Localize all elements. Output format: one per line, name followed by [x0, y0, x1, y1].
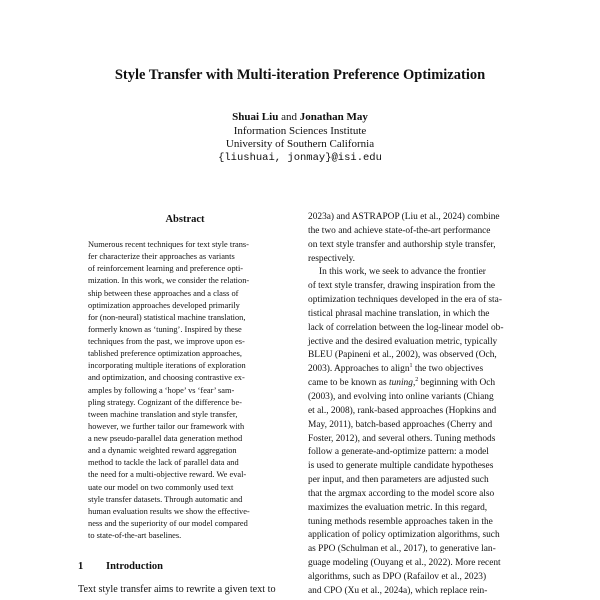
body-line: guage modeling (Ouyang et al., 2022). More recent	[308, 558, 501, 569]
body-line: May, 2011), batch-based approaches (Cherry and	[308, 419, 493, 430]
body-line: on text style transfer and authorship style transfer,	[308, 239, 496, 250]
abstract-line: style transfer datasets. Through automatic and	[88, 494, 243, 504]
paper-title: Style Transfer with Multi-iteration Preference Optimization	[114, 67, 486, 83]
body-line: 2023a) and ASTRAPOP (Liu et al., 2024) combine	[308, 212, 500, 222]
abstract-line: fer characterize their approaches as variants	[88, 252, 235, 262]
author-name: Shuai Liu	[232, 111, 279, 123]
abstract-line: uate our model on two commonly used text	[88, 482, 234, 492]
abstract-line: the need for a multi-objective reward. We eval-	[88, 470, 247, 480]
body-line: Foster, 2012), and several others. Tuning methods	[308, 433, 496, 444]
abstract-text	[88, 239, 282, 542]
affiliation: University of Southern California	[225, 138, 375, 150]
line-text: the two objectives	[412, 364, 484, 375]
body-line: application of policy optimization algorithms, such	[308, 530, 500, 541]
abstract-line: and optimization, and choosing contrastive ex-	[88, 373, 245, 383]
section-number: 1	[78, 561, 84, 572]
author-email: {liushuai, jonmay}@isi.edu	[218, 151, 382, 164]
footnote-marker[interactable]: 1	[409, 363, 413, 370]
body-line: tistical phrasal machine translation, in which the	[308, 308, 490, 319]
footnote-marker[interactable]: 2	[415, 377, 419, 384]
abstract-line: mization. In this work, we consider the relation-	[88, 276, 250, 286]
body-line: algorithms, such as DPO (Rafailov et al., 2023)	[308, 571, 487, 582]
body-line-with-footnote	[308, 377, 526, 391]
intro-line: Text style transfer aims to rewrite a given text to	[78, 584, 276, 595]
abstract-line: of reinforcement learning and preference opti-	[88, 264, 244, 274]
body-line-with-footnote	[308, 363, 526, 377]
abstract-line: ship between these approaches and a class of	[88, 288, 239, 298]
body-line: of text style transfer, drawing inspiration from the	[308, 281, 496, 292]
abstract-heading: Abstract	[165, 214, 205, 225]
body-line: tuning methods resemble approaches taken in the	[308, 516, 493, 527]
line-text: came to be known as	[308, 378, 389, 389]
abstract-line: for (non-neural) statistical machine translation,	[88, 312, 246, 322]
body-line: and CPO (Xu et al., 2024a), which replace rein-	[308, 585, 488, 596]
abstract-line: Numerous recent techniques for text style trans-	[88, 240, 249, 249]
right-column-text	[308, 211, 526, 599]
body-line: optimization techniques developed in the era of sta-	[308, 295, 502, 306]
author-names	[150, 111, 450, 125]
abstract-line: optimization approaches developed primarily	[88, 300, 240, 310]
abstract-line: pling strategy. Cognizant of the difference be-	[88, 397, 242, 407]
abstract-line: a new pseudo-parallel data generation method	[88, 434, 243, 443]
body-line: is used to generate multiple candidate hypotheses	[308, 461, 494, 472]
author-joiner: and	[281, 111, 297, 123]
abstract-line: tween machine translation and style transfer,	[88, 409, 238, 419]
body-line: the two and achieve state-of-the-art performance	[308, 225, 491, 236]
body-line: jective and the desired evaluation metric, typically	[308, 336, 498, 347]
comma: ,	[412, 378, 416, 389]
line-text: beginning with Och	[418, 378, 496, 389]
body-line: maximizes the evaluation metric. In this regard,	[308, 502, 488, 513]
author-name: Jonathan May	[299, 111, 368, 123]
line-text: 2003). Approaches to align	[308, 364, 410, 375]
abstract-line: incorporating multiple iterations of exploration	[88, 361, 246, 371]
introduction-text	[78, 583, 298, 597]
body-line: et al., 2008), rank-based approaches (Hopkins and	[308, 405, 497, 416]
abstract-line: method to tackle the lack of parallel data and	[88, 458, 239, 468]
emphasis-term: tuning	[388, 378, 413, 389]
author-block	[150, 111, 450, 165]
abstract-line: amples by following a ‘hope’ vs ‘fear’ sam-	[88, 385, 235, 395]
abstract-line: and a dynamic weighted reward aggregation	[88, 446, 237, 456]
body-line: follow a generate-and-optimize pattern: a model	[308, 447, 489, 458]
abstract-line: human evaluation results we show the effective-	[88, 506, 250, 516]
abstract-line: however, we further tailor our framework with	[88, 421, 245, 431]
body-line: lack of correlation between the log-linear model ob-	[308, 322, 504, 333]
body-line: BLEU (Papineni et al., 2002), was observed (Och,	[308, 350, 497, 361]
section-title: Introduction	[106, 561, 163, 572]
abstract-line: tablished preference optimization approaches,	[88, 349, 242, 359]
abstract-line: techniques from the past, we improve upon es-	[88, 337, 245, 346]
body-line: (2003), and evolving into online variants (Chiang	[308, 391, 494, 402]
abstract-line: formerly known as ‘tuning’. Inspired by these	[88, 324, 242, 334]
body-line: In this work, we seek to advance the frontier	[319, 267, 486, 278]
affiliation: Information Sciences Institute	[233, 124, 367, 137]
section-heading-introduction	[78, 560, 292, 573]
body-line: as PPO (Schulman et al., 2017), to generative lan-	[308, 544, 496, 555]
abstract-line: ness and the superiority of our model compared	[88, 518, 248, 528]
abstract-line: to state-of-the-art baselines.	[88, 531, 182, 540]
body-line: per input, and then parameters are adjusted such	[308, 475, 489, 486]
body-line: respectively.	[308, 253, 356, 264]
body-line: that the argmax according to the model score also	[308, 488, 495, 499]
